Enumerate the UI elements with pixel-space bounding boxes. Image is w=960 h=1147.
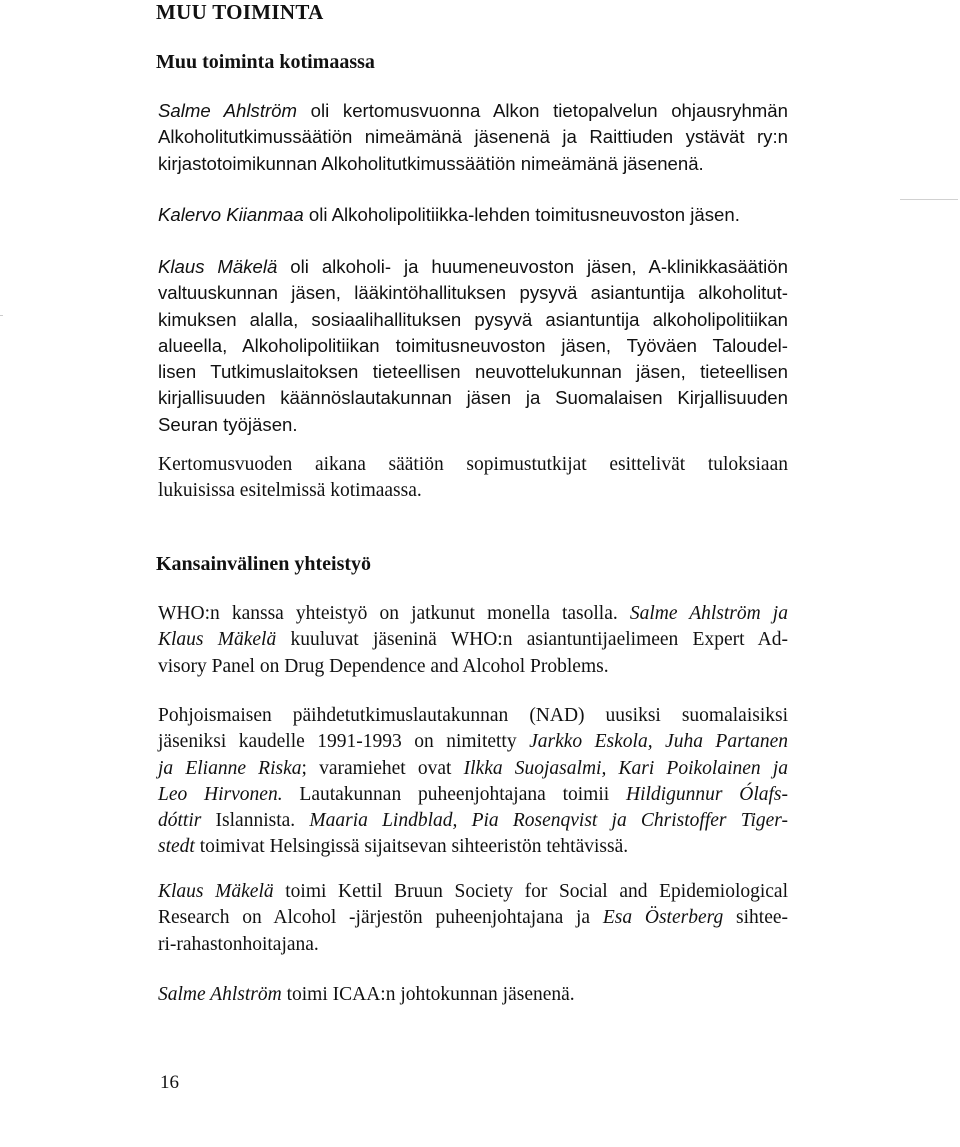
text-line [158, 782, 788, 808]
text-line: kirjastotoimikunnan Alkoholitutkimussäätiön nimeämänä jäsenenä. [158, 152, 704, 174]
text-line: Seuran työjäsen. [158, 413, 298, 435]
text-line [158, 982, 788, 1008]
text-run: toimi ICAA:n johtokunnan jäsenenä. [281, 984, 575, 1005]
text-line: kirjallisuuden käännöslautakunnan jäsen ja Suomalaisen Kirjallisuuden [158, 387, 788, 409]
person-name: Salme Ahlström [158, 984, 282, 1005]
person-name: stedt [158, 836, 195, 858]
person-names: Maaria Lindblad, Pia Rosenqvist ja Christoffer Tiger- [309, 810, 788, 832]
text-run: Lautakunnan puheenjohtajana toimii [282, 783, 626, 805]
paragraph-nad [158, 703, 788, 861]
text-run: oli Alkoholipolitiikka-lehden toimitusneuvoston jäsen. [303, 204, 740, 225]
paragraph-kiianmaa [158, 202, 788, 228]
paragraph-makela-domestic [158, 254, 788, 438]
person-name: dóttir [158, 810, 202, 832]
text-run: WHO:n kanssa yhteistyö on jatkunut monella tasolla. [158, 603, 630, 624]
text-run: oli kertomusvuonna Alkon tietopalvelun ohjausryhmän [297, 100, 788, 121]
paragraph-who [158, 601, 788, 680]
text-line: Pohjoismaisen päihdetutkimuslautakunnan (NAD) uusiksi suomalaisiksi [158, 705, 788, 726]
text-run: oli alkoholi- ja huumeneuvoston jäsen, A-klinikkasäätiön [277, 256, 788, 277]
person-name: Esa Österberg [602, 907, 724, 929]
text-line [158, 601, 788, 627]
text-line: ri-rahastonhoitajana. [158, 933, 319, 955]
text-run: toimi Kettil Bruun Society for Social and Epidemiological [273, 881, 789, 902]
person-name: Leo Hirvonen. [158, 783, 283, 805]
page-heading: MUU TOIMINTA [156, 0, 324, 24]
text-line [158, 98, 788, 124]
person-name: Hildigunnur Ólafs- [626, 783, 788, 805]
text-line [158, 905, 788, 931]
text-line: lisen Tutkimuslaitoksen tieteellisen neuvottelukunnan jäsen, tieteellisen [158, 361, 788, 383]
text-line [158, 756, 788, 782]
person-names: Jarkko Eskola, Juha Partanen [529, 731, 789, 753]
text-line: Alkoholitutkimussäätiön nimeämänä jäsenenä ja Raittiuden ystävät ry:n [158, 126, 788, 148]
text-run: Islannista. [201, 810, 310, 832]
text-line [158, 834, 788, 860]
text-line: alueella, Alkoholipolitiikan toimitusneuvoston jäsen, Työväen Taloudel- [158, 334, 788, 356]
text-run: toimivat Helsingissä sijaitsevan sihteeristön tehtävissä. [194, 836, 629, 858]
paragraph-kettil-bruun [158, 879, 788, 958]
text-line: lukuisissa esitelmissä kotimaassa. [158, 480, 422, 502]
person-name: Kalervo Kiianmaa [158, 204, 304, 225]
text-line [158, 202, 788, 228]
paragraph-icaa [158, 982, 788, 1008]
text-line: visory Panel on Drug Dependence and Alcohol Problems. [158, 655, 609, 677]
text-line [158, 729, 788, 755]
text-run: jäseniksi kaudelle 1991-1993 on nimitetty [158, 731, 530, 753]
paragraph-ahlstrom-domestic [158, 98, 788, 177]
person-names: ja Elianne Riska [158, 757, 302, 779]
text-run: Research on Alcohol -järjestön puheenjohtajana ja [158, 907, 603, 929]
person-name: Salme Ahlström ja [629, 603, 788, 624]
scan-artifact-line [900, 199, 958, 200]
scan-artifact-mark [0, 315, 3, 316]
text-line: Kertomusvuoden aikana säätiön sopimustutkijat esittelivät tuloksiaan [158, 454, 788, 475]
person-name: Klaus Mäkelä [158, 881, 274, 902]
text-line [158, 254, 788, 280]
text-run: ; varamiehet ovat [301, 757, 464, 779]
text-line [158, 627, 788, 653]
text-run: kuuluvat jäseninä WHO:n asiantuntijaelimeen Expert Ad- [276, 629, 789, 651]
text-run: sihtee- [723, 907, 789, 929]
section-title-domestic: Muu toiminta kotimaassa [156, 51, 375, 73]
text-line: kimuksen alalla, sosiaalihallituksen pysyvä asiantuntija alkoholipolitiikan [158, 308, 788, 330]
text-line [158, 879, 788, 905]
person-name: Klaus Mäkelä [158, 256, 278, 277]
text-line: valtuuskunnan jäsen, lääkintöhallituksen pysyvä asiantuntija alkoholitut- [158, 282, 788, 304]
person-names: Ilkka Suojasalmi, Kari Poikolainen ja [463, 757, 788, 779]
text-line [158, 808, 788, 834]
paragraph-presentations [158, 452, 788, 505]
person-name: Salme Ahlström [158, 100, 298, 121]
section-title-international: Kansainvälinen yhteistyö [156, 553, 372, 575]
person-name: Klaus Mäkelä [158, 629, 277, 651]
page-number: 16 [160, 1072, 179, 1093]
